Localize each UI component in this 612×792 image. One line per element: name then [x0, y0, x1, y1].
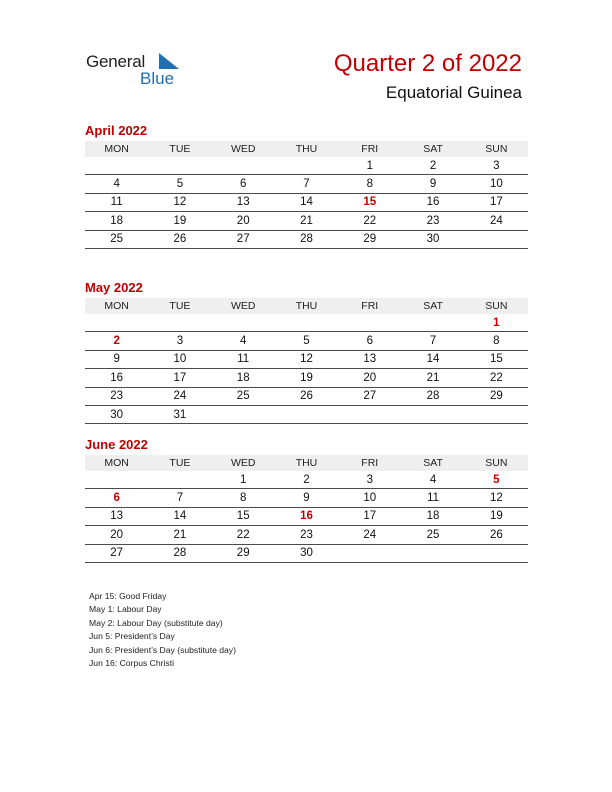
day-cell: 1	[212, 471, 275, 489]
week-row	[85, 405, 528, 423]
day-cell: 27	[212, 230, 275, 248]
month-may	[85, 279, 528, 424]
week-row	[85, 369, 528, 387]
day-cell: 8	[465, 332, 528, 350]
day-cell: 29	[212, 544, 275, 562]
weekday-header: WED	[212, 298, 275, 314]
day-cell	[465, 405, 528, 423]
calendar-table	[85, 141, 528, 249]
weekday-header: FRI	[338, 455, 401, 471]
day-cell: 15	[212, 507, 275, 525]
day-cell: 11	[85, 193, 148, 211]
day-cell: 21	[148, 526, 211, 544]
generalblue-logo	[86, 50, 196, 90]
day-cell: 25	[212, 387, 275, 405]
day-cell: 28	[401, 387, 464, 405]
day-cell: 5	[275, 332, 338, 350]
day-cell: 6	[212, 175, 275, 193]
day-cell	[401, 405, 464, 423]
week-row	[85, 350, 528, 368]
day-cell: 17	[338, 507, 401, 525]
weekday-header: WED	[212, 455, 275, 471]
day-cell: 9	[401, 175, 464, 193]
logo-flag-icon	[159, 53, 179, 69]
calendar-table	[85, 455, 528, 563]
weekday-header: SAT	[401, 455, 464, 471]
day-cell: 29	[465, 387, 528, 405]
week-row	[85, 230, 528, 248]
weekday-header: TUE	[148, 141, 211, 157]
week-row	[85, 332, 528, 350]
day-cell: 28	[148, 544, 211, 562]
holiday-note: May 1: Labour Day	[89, 604, 162, 615]
day-cell: 7	[148, 489, 211, 507]
day-cell: 15	[338, 193, 401, 211]
day-cell: 11	[212, 350, 275, 368]
day-cell: 4	[401, 471, 464, 489]
day-cell: 7	[275, 175, 338, 193]
day-cell: 4	[85, 175, 148, 193]
day-cell: 12	[465, 489, 528, 507]
logo-blue-text: Blue	[140, 69, 175, 88]
weekday-header: MON	[85, 455, 148, 471]
day-cell: 20	[338, 369, 401, 387]
page-title: Quarter 2 of 2022	[333, 50, 522, 77]
day-cell	[212, 405, 275, 423]
day-cell: 22	[465, 369, 528, 387]
day-cell: 5	[465, 471, 528, 489]
weekday-header: TUE	[148, 455, 211, 471]
day-cell	[338, 405, 401, 423]
weekday-header: WED	[212, 141, 275, 157]
day-cell	[212, 157, 275, 175]
weekday-header-row	[85, 455, 528, 471]
week-row	[85, 157, 528, 175]
weekday-header: SUN	[465, 141, 528, 157]
day-cell	[275, 157, 338, 175]
calendar-body	[85, 471, 528, 562]
day-cell: 31	[148, 405, 211, 423]
day-cell: 25	[401, 526, 464, 544]
day-cell	[465, 544, 528, 562]
week-row	[85, 193, 528, 211]
weekday-header: FRI	[338, 298, 401, 314]
day-cell: 29	[338, 230, 401, 248]
day-cell	[465, 230, 528, 248]
day-cell: 19	[275, 369, 338, 387]
logo-general-text: General	[86, 52, 146, 71]
day-cell: 24	[465, 212, 528, 230]
weekday-header: TUE	[148, 298, 211, 314]
day-cell	[275, 405, 338, 423]
month-title: May 2022	[85, 280, 143, 295]
week-row	[85, 471, 528, 489]
day-cell: 30	[85, 405, 148, 423]
holiday-note: Jun 5: President’s Day	[89, 631, 175, 642]
day-cell: 15	[465, 350, 528, 368]
week-row	[85, 314, 528, 332]
month-title: June 2022	[85, 437, 148, 452]
weekday-header: MON	[85, 141, 148, 157]
holiday-note: Apr 15: Good Friday	[89, 591, 167, 601]
country-name: Equatorial Guinea	[385, 83, 522, 102]
day-cell	[338, 544, 401, 562]
day-cell: 16	[85, 369, 148, 387]
day-cell	[401, 544, 464, 562]
day-cell: 13	[85, 507, 148, 525]
weekday-header: FRI	[338, 141, 401, 157]
day-cell: 16	[401, 193, 464, 211]
day-cell: 2	[401, 157, 464, 175]
day-cell	[85, 314, 148, 332]
day-cell: 22	[212, 526, 275, 544]
day-cell: 9	[85, 350, 148, 368]
day-cell: 22	[338, 212, 401, 230]
holiday-notes	[89, 590, 236, 670]
day-cell: 26	[465, 526, 528, 544]
month-title: April 2022	[85, 123, 148, 138]
day-cell: 13	[212, 193, 275, 211]
day-cell: 4	[212, 332, 275, 350]
day-cell: 3	[465, 157, 528, 175]
weekday-header-row	[85, 141, 528, 157]
holiday-note: Jun 16: Corpus Christi	[89, 658, 175, 669]
day-cell: 26	[148, 230, 211, 248]
day-cell	[148, 471, 211, 489]
day-cell: 26	[275, 387, 338, 405]
weekday-header: THU	[275, 141, 338, 157]
day-cell: 20	[85, 526, 148, 544]
week-row	[85, 387, 528, 405]
day-cell: 17	[148, 369, 211, 387]
day-cell: 11	[401, 489, 464, 507]
day-cell: 23	[401, 212, 464, 230]
day-cell: 3	[338, 471, 401, 489]
weekday-header: THU	[275, 455, 338, 471]
day-cell: 17	[465, 193, 528, 211]
day-cell: 1	[338, 157, 401, 175]
week-row	[85, 507, 528, 525]
calendar-body	[85, 314, 528, 424]
week-row	[85, 526, 528, 544]
day-cell: 23	[85, 387, 148, 405]
day-cell: 2	[85, 332, 148, 350]
day-cell: 21	[401, 369, 464, 387]
day-cell	[85, 157, 148, 175]
day-cell: 23	[275, 526, 338, 544]
day-cell: 3	[148, 332, 211, 350]
day-cell: 14	[275, 193, 338, 211]
day-cell: 6	[85, 489, 148, 507]
weekday-header: SAT	[401, 298, 464, 314]
day-cell: 18	[85, 212, 148, 230]
day-cell: 9	[275, 489, 338, 507]
day-cell: 14	[401, 350, 464, 368]
day-cell: 7	[401, 332, 464, 350]
weekday-header: SUN	[465, 298, 528, 314]
day-cell: 30	[275, 544, 338, 562]
day-cell: 27	[85, 544, 148, 562]
day-cell: 18	[401, 507, 464, 525]
week-row	[85, 544, 528, 562]
day-cell: 27	[338, 387, 401, 405]
day-cell: 10	[148, 350, 211, 368]
week-row	[85, 489, 528, 507]
day-cell: 21	[275, 212, 338, 230]
day-cell	[85, 471, 148, 489]
day-cell: 19	[148, 212, 211, 230]
holiday-note: Jun 6: President’s Day (substitute day)	[89, 644, 236, 655]
day-cell: 13	[338, 350, 401, 368]
calendar-table	[85, 298, 528, 424]
day-cell: 2	[275, 471, 338, 489]
day-cell: 10	[338, 489, 401, 507]
day-cell	[338, 314, 401, 332]
day-cell: 8	[212, 489, 275, 507]
weekday-header: MON	[85, 298, 148, 314]
day-cell: 25	[85, 230, 148, 248]
week-row	[85, 212, 528, 230]
day-cell: 12	[275, 350, 338, 368]
day-cell: 12	[148, 193, 211, 211]
day-cell: 1	[465, 314, 528, 332]
day-cell: 19	[465, 507, 528, 525]
day-cell: 6	[338, 332, 401, 350]
day-cell: 30	[401, 230, 464, 248]
day-cell: 20	[212, 212, 275, 230]
day-cell: 5	[148, 175, 211, 193]
holiday-note: May 2: Labour Day (substitute day)	[89, 617, 223, 628]
weekday-header: SAT	[401, 141, 464, 157]
day-cell: 14	[148, 507, 211, 525]
day-cell: 10	[465, 175, 528, 193]
day-cell: 8	[338, 175, 401, 193]
day-cell: 18	[212, 369, 275, 387]
month-april	[85, 122, 528, 249]
week-row	[85, 175, 528, 193]
calendar-body	[85, 157, 528, 248]
day-cell: 16	[275, 507, 338, 525]
day-cell: 24	[148, 387, 211, 405]
day-cell: 24	[338, 526, 401, 544]
weekday-header-row	[85, 298, 528, 314]
day-cell	[148, 314, 211, 332]
weekday-header: SUN	[465, 455, 528, 471]
day-cell: 28	[275, 230, 338, 248]
month-june	[85, 436, 528, 563]
day-cell	[148, 157, 211, 175]
day-cell	[212, 314, 275, 332]
day-cell	[275, 314, 338, 332]
day-cell	[401, 314, 464, 332]
weekday-header: THU	[275, 298, 338, 314]
